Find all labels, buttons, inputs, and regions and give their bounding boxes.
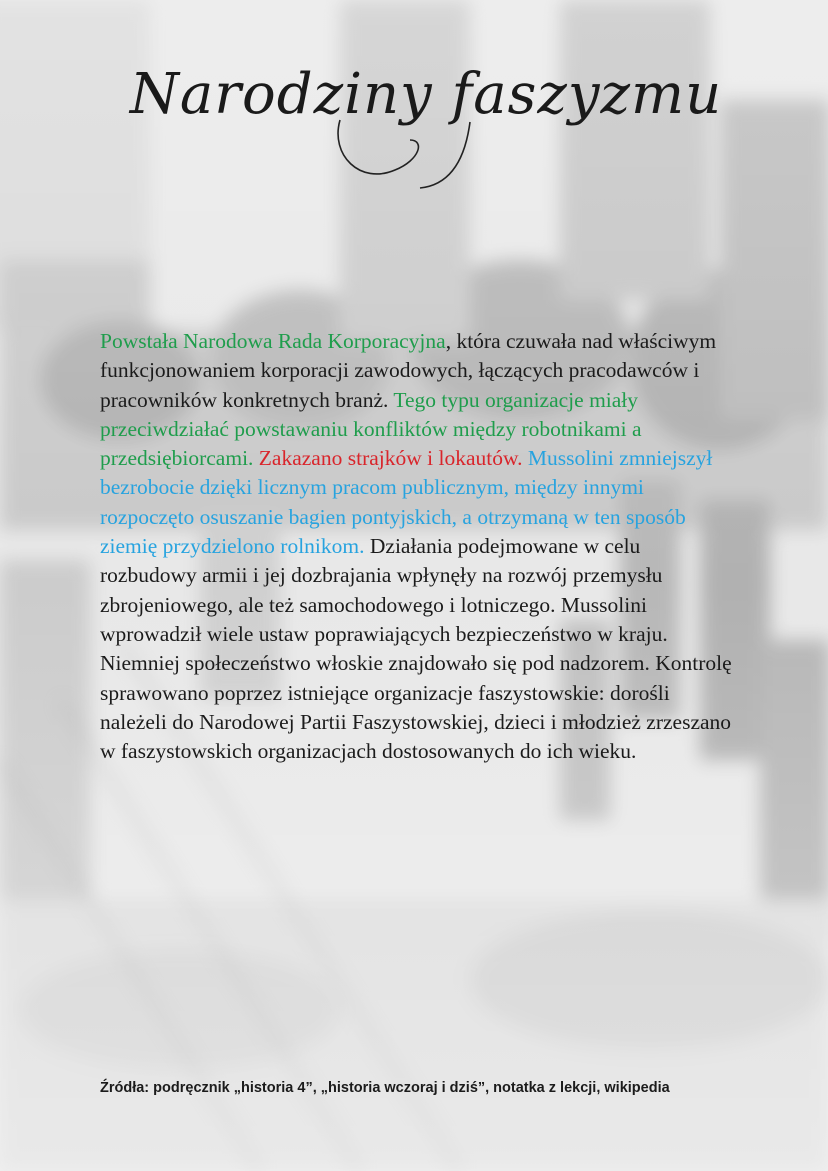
page-title: Narodziny faszyzmu	[129, 62, 723, 127]
sources-note: Źródła: podręcznik „historia 4”, „historia wczoraj i dziś”, notatka z lekcji, wikipedia	[100, 1080, 670, 1096]
segment-public-works: Mussolini zmniejszył bezrobocie dzięki licznym pracom publicznym, między innymi rozpoczęto osuszanie bagien pontyjskich, a otrzymaną w ten sposób ziemię przydzielono rolnikom.	[100, 446, 713, 559]
main-paragraph	[100, 327, 740, 766]
segment-strikes: Zakazano strajków i lokautów.	[258, 446, 528, 471]
paragraph-body	[100, 327, 740, 766]
title-flourish	[300, 100, 580, 195]
segment-council: Powstała Narodowa Rada Korporacyjna	[100, 329, 446, 353]
segment-corporations: , która czuwała nad właściwym funkcjonowaniem korporacji zawodowych, łączących pracodawców i pracowników konkretnych branż.	[100, 329, 717, 412]
segment-army-and-control: Działania podejmowane w celu rozbudowy armii i jej dozbrajania wpłynęły na rozwój przemysłu zbrojeniowego, ale też samochodowego i lotniczego. Mussolini wprowadził wiele ustaw poprawiających bezpieczeństwo w kraju. Niemniej społeczeństwo włoskie znajdowało się pod nadzorem. Kontrolę sprawowano poprzez istniejące organizacje faszystowskie: dorośli należeli do Narodowej Partii Faszystowskiej, dzieci i młodzież zrzeszano w faszystowskich organizacjach dostosowanych do ich wieku.	[100, 534, 732, 764]
segment-conflicts: Tego typu organizacje miały przeciwdziałać powstawaniu konfliktów między robotnikami a przedsiębiorcami.	[100, 387, 642, 471]
